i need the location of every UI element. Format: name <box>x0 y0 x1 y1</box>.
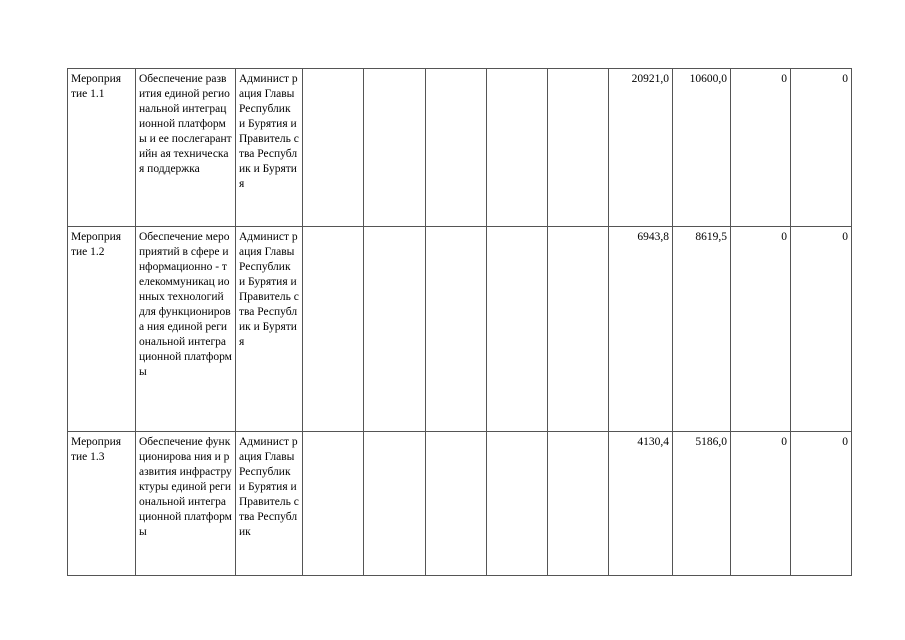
table-row <box>68 227 852 432</box>
description-cell: Обеспечение мероприятий в сфере информационно - телекоммуникац ионных технологий для функционирова ния единой региональной интеграционной платформы <box>136 227 236 432</box>
empty-cell <box>487 432 548 576</box>
empty-cell <box>426 227 487 432</box>
executor-cell: Админист рация Главы Республик и Бурятия и Правитель ства Республик <box>236 432 303 576</box>
table-row <box>68 432 852 576</box>
empty-cell <box>303 227 364 432</box>
empty-cell <box>487 227 548 432</box>
value-cell: 8619,5 <box>673 227 731 432</box>
value-cell: 20921,0 <box>609 69 673 227</box>
empty-cell <box>426 69 487 227</box>
value-cell: 0 <box>791 227 852 432</box>
empty-cell <box>364 227 426 432</box>
value-cell: 0 <box>731 432 791 576</box>
empty-cell <box>303 432 364 576</box>
value-cell: 0 <box>731 69 791 227</box>
event-cell: Мероприя тие 1.3 <box>68 432 136 576</box>
value-cell: 10600,0 <box>673 69 731 227</box>
value-cell: 0 <box>791 432 852 576</box>
value-cell: 5186,0 <box>673 432 731 576</box>
empty-cell <box>487 69 548 227</box>
description-cell: Обеспечение функционирова ния и развития инфраструктуры единой региональной интеграционной платформы <box>136 432 236 576</box>
value-cell: 0 <box>731 227 791 432</box>
description-cell: Обеспечение развития единой региональной интеграционной платформы и ее послегарантийн ая техническая поддержка <box>136 69 236 227</box>
empty-cell <box>364 69 426 227</box>
value-cell: 4130,4 <box>609 432 673 576</box>
event-cell: Мероприя тие 1.1 <box>68 69 136 227</box>
empty-cell <box>548 69 609 227</box>
empty-cell <box>548 432 609 576</box>
executor-cell: Админист рация Главы Республик и Бурятия и Правитель ства Республик и Бурятия <box>236 69 303 227</box>
empty-cell <box>426 432 487 576</box>
empty-cell <box>364 432 426 576</box>
event-cell: Мероприя тие 1.2 <box>68 227 136 432</box>
empty-cell <box>548 227 609 432</box>
budget-table <box>67 68 852 576</box>
table-row <box>68 69 852 227</box>
value-cell: 6943,8 <box>609 227 673 432</box>
value-cell: 0 <box>791 69 852 227</box>
empty-cell <box>303 69 364 227</box>
executor-cell: Админист рация Главы Республик и Бурятия и Правитель ства Республик и Бурятия <box>236 227 303 432</box>
